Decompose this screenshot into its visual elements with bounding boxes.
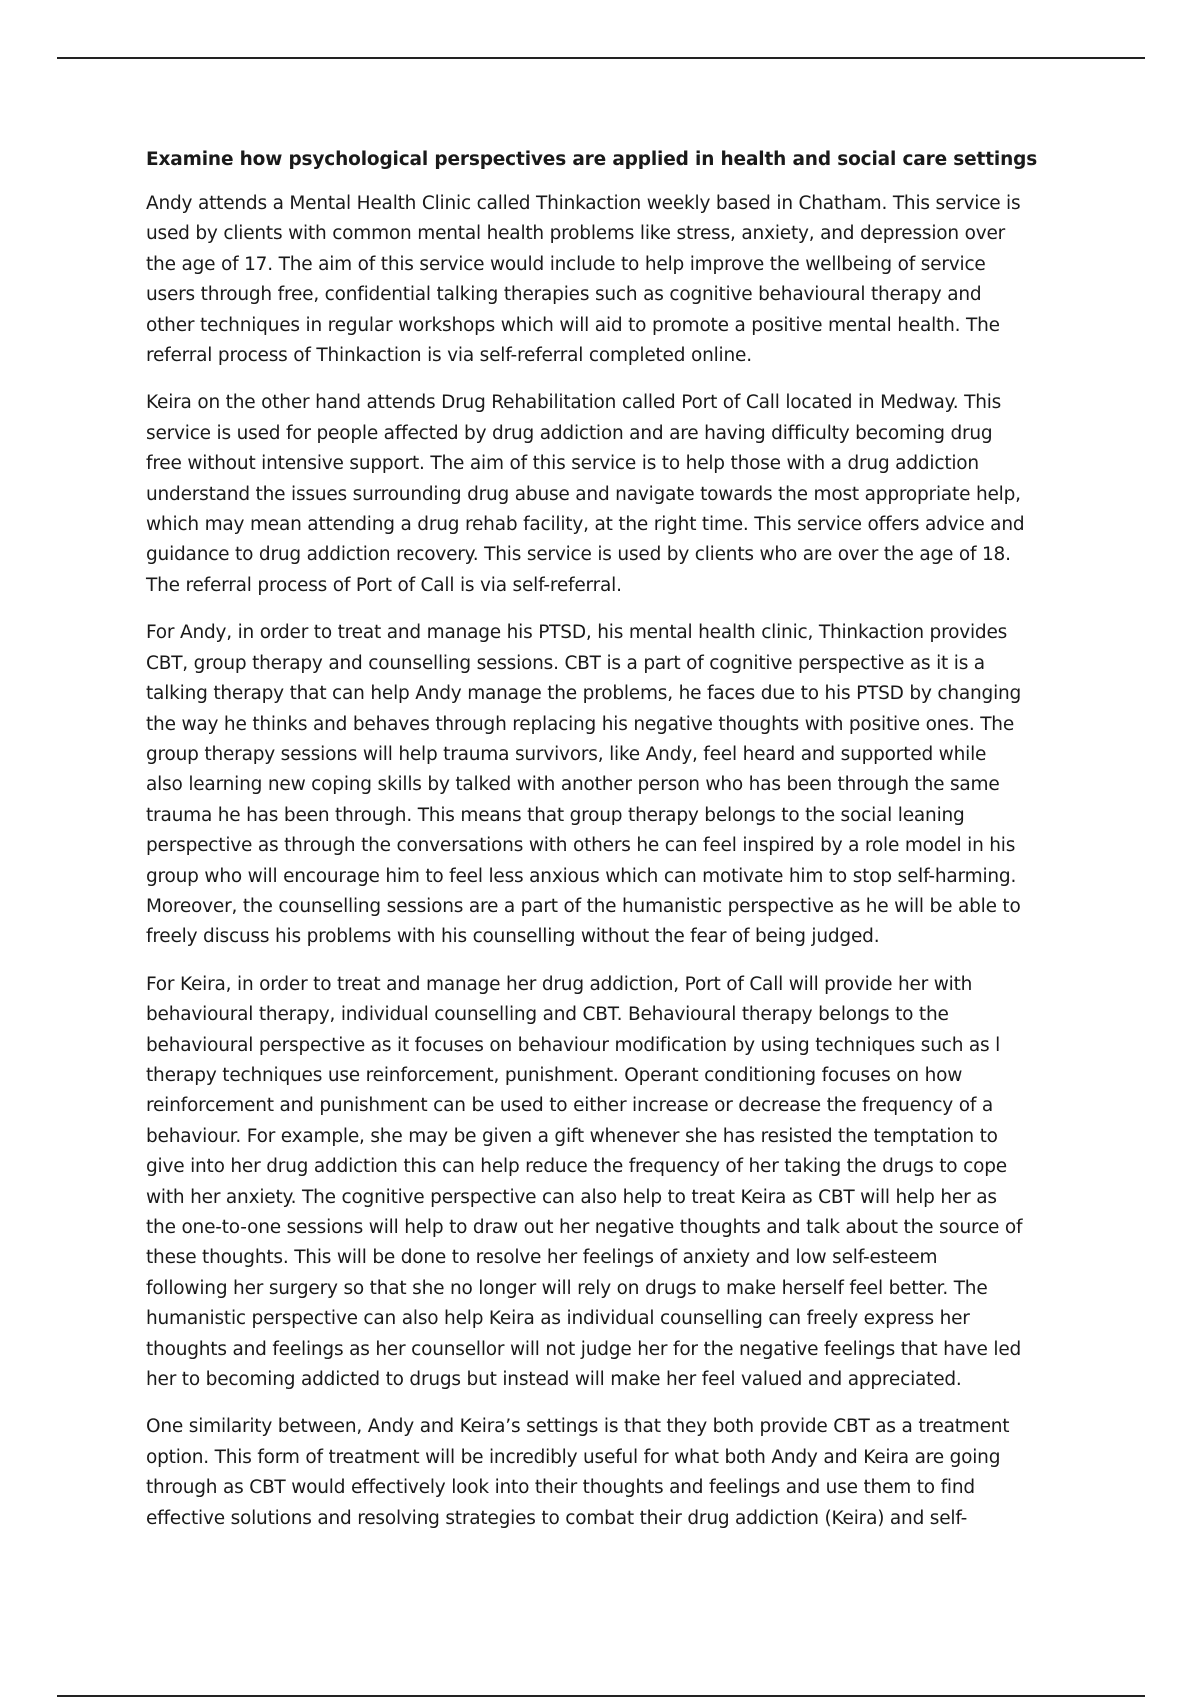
text-line: thoughts and feelings as her counsellor will not judge her for the negative feelings that have led xyxy=(146,1338,1022,1360)
text-line: users through free, confidential talking therapies such as cognitive behavioural therapy and xyxy=(146,284,982,306)
text-line: group therapy sessions will help trauma survivors, like Andy, feel heard and supported while xyxy=(146,743,987,765)
text-line: understand the issues surrounding drug abuse and navigate towards the most appropriate help, xyxy=(146,483,1021,505)
paragraph-5 xyxy=(146,1412,1086,1534)
text-line: freely discuss his problems with his counselling without the fear of being judged. xyxy=(146,926,880,948)
text-line: other techniques in regular workshops which will aid to promote a positive mental health. The xyxy=(146,314,1000,336)
text-line: with her anxiety. The cognitive perspective can also help to treat Keira as CBT will help her as xyxy=(146,1186,997,1208)
text-line: used by clients with common mental health problems like stress, anxiety, and depression over xyxy=(146,223,1006,245)
text-line: service is used for people affected by drug addiction and are having difficulty becoming drug xyxy=(146,422,993,444)
text-line: Moreover, the counselling sessions are a part of the humanistic perspective as he will be able to xyxy=(146,895,1021,917)
text-line: also learning new coping skills by talked with another person who has been through the same xyxy=(146,774,1000,796)
text-line: group who will encourage him to feel less anxious which can motivate him to stop self-harming. xyxy=(146,865,1017,887)
paragraph-1 xyxy=(146,189,1086,371)
text-line: Andy attends a Mental Health Clinic called Thinkaction weekly based in Chatham. This service is xyxy=(146,193,1021,214)
text-line: behavioural perspective as it focuses on behaviour modification by using techniques such as l xyxy=(146,1034,1001,1056)
bottom-rule xyxy=(57,1695,1145,1697)
text-line: behavioural therapy, individual counselling and CBT. Behavioural therapy belongs to the xyxy=(146,1004,949,1026)
text-line: For Andy, in order to treat and manage his PTSD, his mental health clinic, Thinkaction provides xyxy=(146,622,1008,644)
paragraph-3 xyxy=(146,618,1086,952)
text-line: free without intensive support. The aim of this service is to help those with a drug addiction xyxy=(146,453,979,475)
text-line: therapy techniques use reinforcement, punishment. Operant conditioning focuses on how xyxy=(146,1064,963,1086)
text-line: give into her drug addiction this can help reduce the frequency of her taking the drugs to cope xyxy=(146,1156,1007,1178)
text-line: her to becoming addicted to drugs but instead will make her feel valued and appreciated. xyxy=(146,1369,962,1391)
text-line: following her surgery so that she no longer will rely on drugs to make herself feel better. The xyxy=(146,1277,988,1299)
text-line: option. This form of treatment will be incredibly useful for what both Andy and Keira are going xyxy=(146,1446,1001,1468)
text-line: For Keira, in order to treat and manage her drug addiction, Port of Call will provide her with xyxy=(146,973,973,995)
text-line: Keira on the other hand attends Drug Rehabilitation called Port of Call located in Medway. This xyxy=(146,392,1002,414)
text-line: CBT, group therapy and counselling sessions. CBT is a part of cognitive perspective as it is a xyxy=(146,652,985,674)
text-line: the one-to-one sessions will help to draw out her negative thoughts and talk about the source of xyxy=(146,1217,1023,1238)
text-line: the way he thinks and behaves through replacing his negative thoughts with positive ones. The xyxy=(146,713,1015,735)
text-line: which may mean attending a drug rehab facility, at the right time. This service offers advice and xyxy=(146,514,1025,536)
text-line: talking therapy that can help Andy manage the problems, he faces due to his PTSD by changing xyxy=(146,683,1022,705)
text-line: through as CBT would effectively look into their thoughts and feelings and use them to find xyxy=(146,1477,975,1499)
text-line: effective solutions and resolving strategies to combat their drug addiction (Keira) and self- xyxy=(146,1507,968,1529)
text-line: perspective as through the conversations with others he can feel inspired by a role model in his xyxy=(146,835,1016,857)
text-line: The referral process of Port of Call is via self-referral. xyxy=(146,574,622,596)
text-line: trauma he has been through. This means that group therapy belongs to the social leaning xyxy=(146,804,965,826)
text-line: reinforcement and punishment can be used to either increase or decrease the frequency of a xyxy=(146,1095,993,1117)
text-line: these thoughts. This will be done to resolve her feelings of anxiety and low self-esteem xyxy=(146,1247,938,1269)
text-line: humanistic perspective can also help Keira as individual counselling can freely express her xyxy=(146,1308,970,1330)
paragraph-2 xyxy=(146,388,1086,601)
paragraph-4 xyxy=(146,970,1086,1396)
text-line: guidance to drug addiction recovery. This service is used by clients who are over the age of 18. xyxy=(146,544,1011,566)
text-line: the age of 17. The aim of this service would include to help improve the wellbeing of service xyxy=(146,253,986,275)
text-line: referral process of Thinkaction is via self-referral completed online. xyxy=(146,345,752,367)
text-line: One similarity between, Andy and Keira’s settings is that they both provide CBT as a treatment xyxy=(146,1416,1010,1438)
document-title: Examine how psychological perspectives are applied in health and social care settings xyxy=(146,149,1038,170)
text-line: behaviour. For example, she may be given a gift whenever she has resisted the temptation to xyxy=(146,1125,998,1147)
document-body xyxy=(146,147,1086,1551)
top-rule xyxy=(57,57,1145,59)
